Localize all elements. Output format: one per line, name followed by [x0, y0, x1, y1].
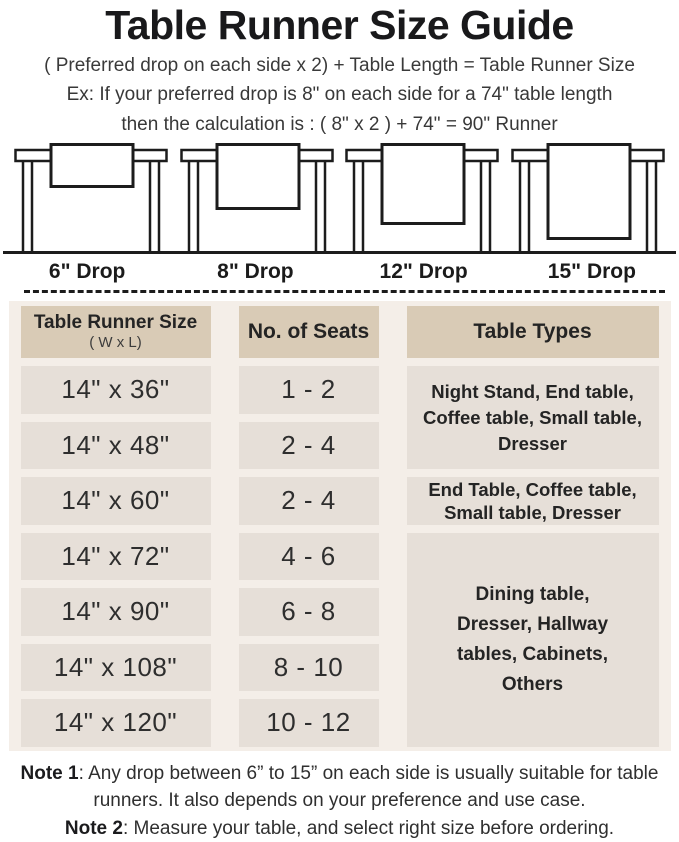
types-cell-end-tables — [407, 477, 659, 525]
column-header-runner-size — [21, 306, 211, 358]
size-value: 14" x 60" — [61, 485, 169, 516]
seats-value: 6 - 8 — [281, 596, 336, 627]
note-1 — [2, 760, 677, 815]
example-line-2: then the calculation is : ( 8" x 2 ) + 74" = 90" Runner — [0, 112, 679, 138]
size-cell — [21, 644, 211, 692]
seats-value: 8 - 10 — [274, 652, 344, 683]
note-2-text: : Measure your table, and select right size before ordering. — [123, 818, 614, 839]
column-header-seats — [239, 306, 379, 358]
types-value: Night Stand, End table, Coffee table, Small table, Dresser — [415, 379, 651, 457]
runner-shape — [382, 145, 464, 224]
notes-section — [2, 760, 677, 842]
size-guide-table — [9, 301, 671, 751]
seats-cell — [239, 699, 379, 747]
seats-cell — [239, 477, 379, 525]
header-size-subtitle: ( W x L) — [89, 334, 142, 352]
size-cell — [21, 588, 211, 636]
types-value: End Table, Coffee table, Small table, Dresser — [415, 478, 651, 524]
note-2-label: Note 2 — [65, 818, 123, 839]
types-cell-dining-tables — [407, 533, 659, 747]
drop-labels-row — [3, 254, 676, 288]
note-2 — [2, 815, 677, 842]
note-1-text: : Any drop between 6” to 15” on each side is usually suitable for table runners. It also depends on your preference and use case. — [79, 763, 659, 812]
size-cell — [21, 477, 211, 525]
seats-cell — [239, 422, 379, 470]
example-line-1: Ex: If your preferred drop is 8" on each side for a 74" table length — [0, 82, 679, 108]
types-value: Dining table, Dresser, Hallway tables, Cabinets, Others — [442, 580, 624, 700]
seats-cell — [239, 533, 379, 581]
size-cell — [21, 422, 211, 470]
drop-figures-row — [3, 142, 676, 254]
seats-value: 2 - 4 — [281, 430, 336, 461]
drop-label-15in: 15" Drop — [508, 254, 676, 288]
types-cell-small-tables — [407, 366, 659, 469]
runner-shape — [217, 145, 299, 209]
seats-cell — [239, 366, 379, 414]
page-title: Table Runner Size Guide — [0, 0, 679, 48]
runner-shape — [548, 145, 630, 239]
drop-label-8in: 8" Drop — [171, 254, 339, 288]
size-cell — [21, 533, 211, 581]
seats-value: 2 - 4 — [281, 485, 336, 516]
dashed-divider — [24, 290, 665, 293]
drop-label-6in: 6" Drop — [3, 254, 171, 288]
drop-label-12in: 12" Drop — [340, 254, 508, 288]
table-drop-figure-6in — [11, 142, 171, 251]
note-1-label: Note 1 — [21, 763, 79, 784]
seats-cell — [239, 644, 379, 692]
table-drop-figure-8in — [177, 142, 337, 251]
header-seats-label: No. of Seats — [248, 320, 369, 344]
size-value: 14" x 108" — [54, 652, 177, 683]
size-value: 14" x 90" — [61, 596, 169, 627]
size-value: 14" x 48" — [61, 430, 169, 461]
seats-value: 10 - 12 — [266, 707, 350, 738]
header-types-label: Table Types — [473, 320, 591, 344]
formula-text: ( Preferred drop on each side x 2) + Table Length = Table Runner Size — [0, 54, 679, 78]
size-value: 14" x 36" — [61, 374, 169, 405]
runner-shape — [51, 145, 133, 187]
table-drop-figure-12in — [342, 142, 502, 251]
size-value: 14" x 72" — [61, 541, 169, 572]
size-cell — [21, 699, 211, 747]
table-drop-figure-15in — [508, 142, 668, 251]
header-size-title: Table Runner Size — [34, 312, 197, 334]
column-header-table-types — [407, 306, 659, 358]
seats-value: 1 - 2 — [281, 374, 336, 405]
seats-value: 4 - 6 — [281, 541, 336, 572]
size-cell — [21, 366, 211, 414]
size-value: 14" x 120" — [54, 707, 177, 738]
seats-cell — [239, 588, 379, 636]
